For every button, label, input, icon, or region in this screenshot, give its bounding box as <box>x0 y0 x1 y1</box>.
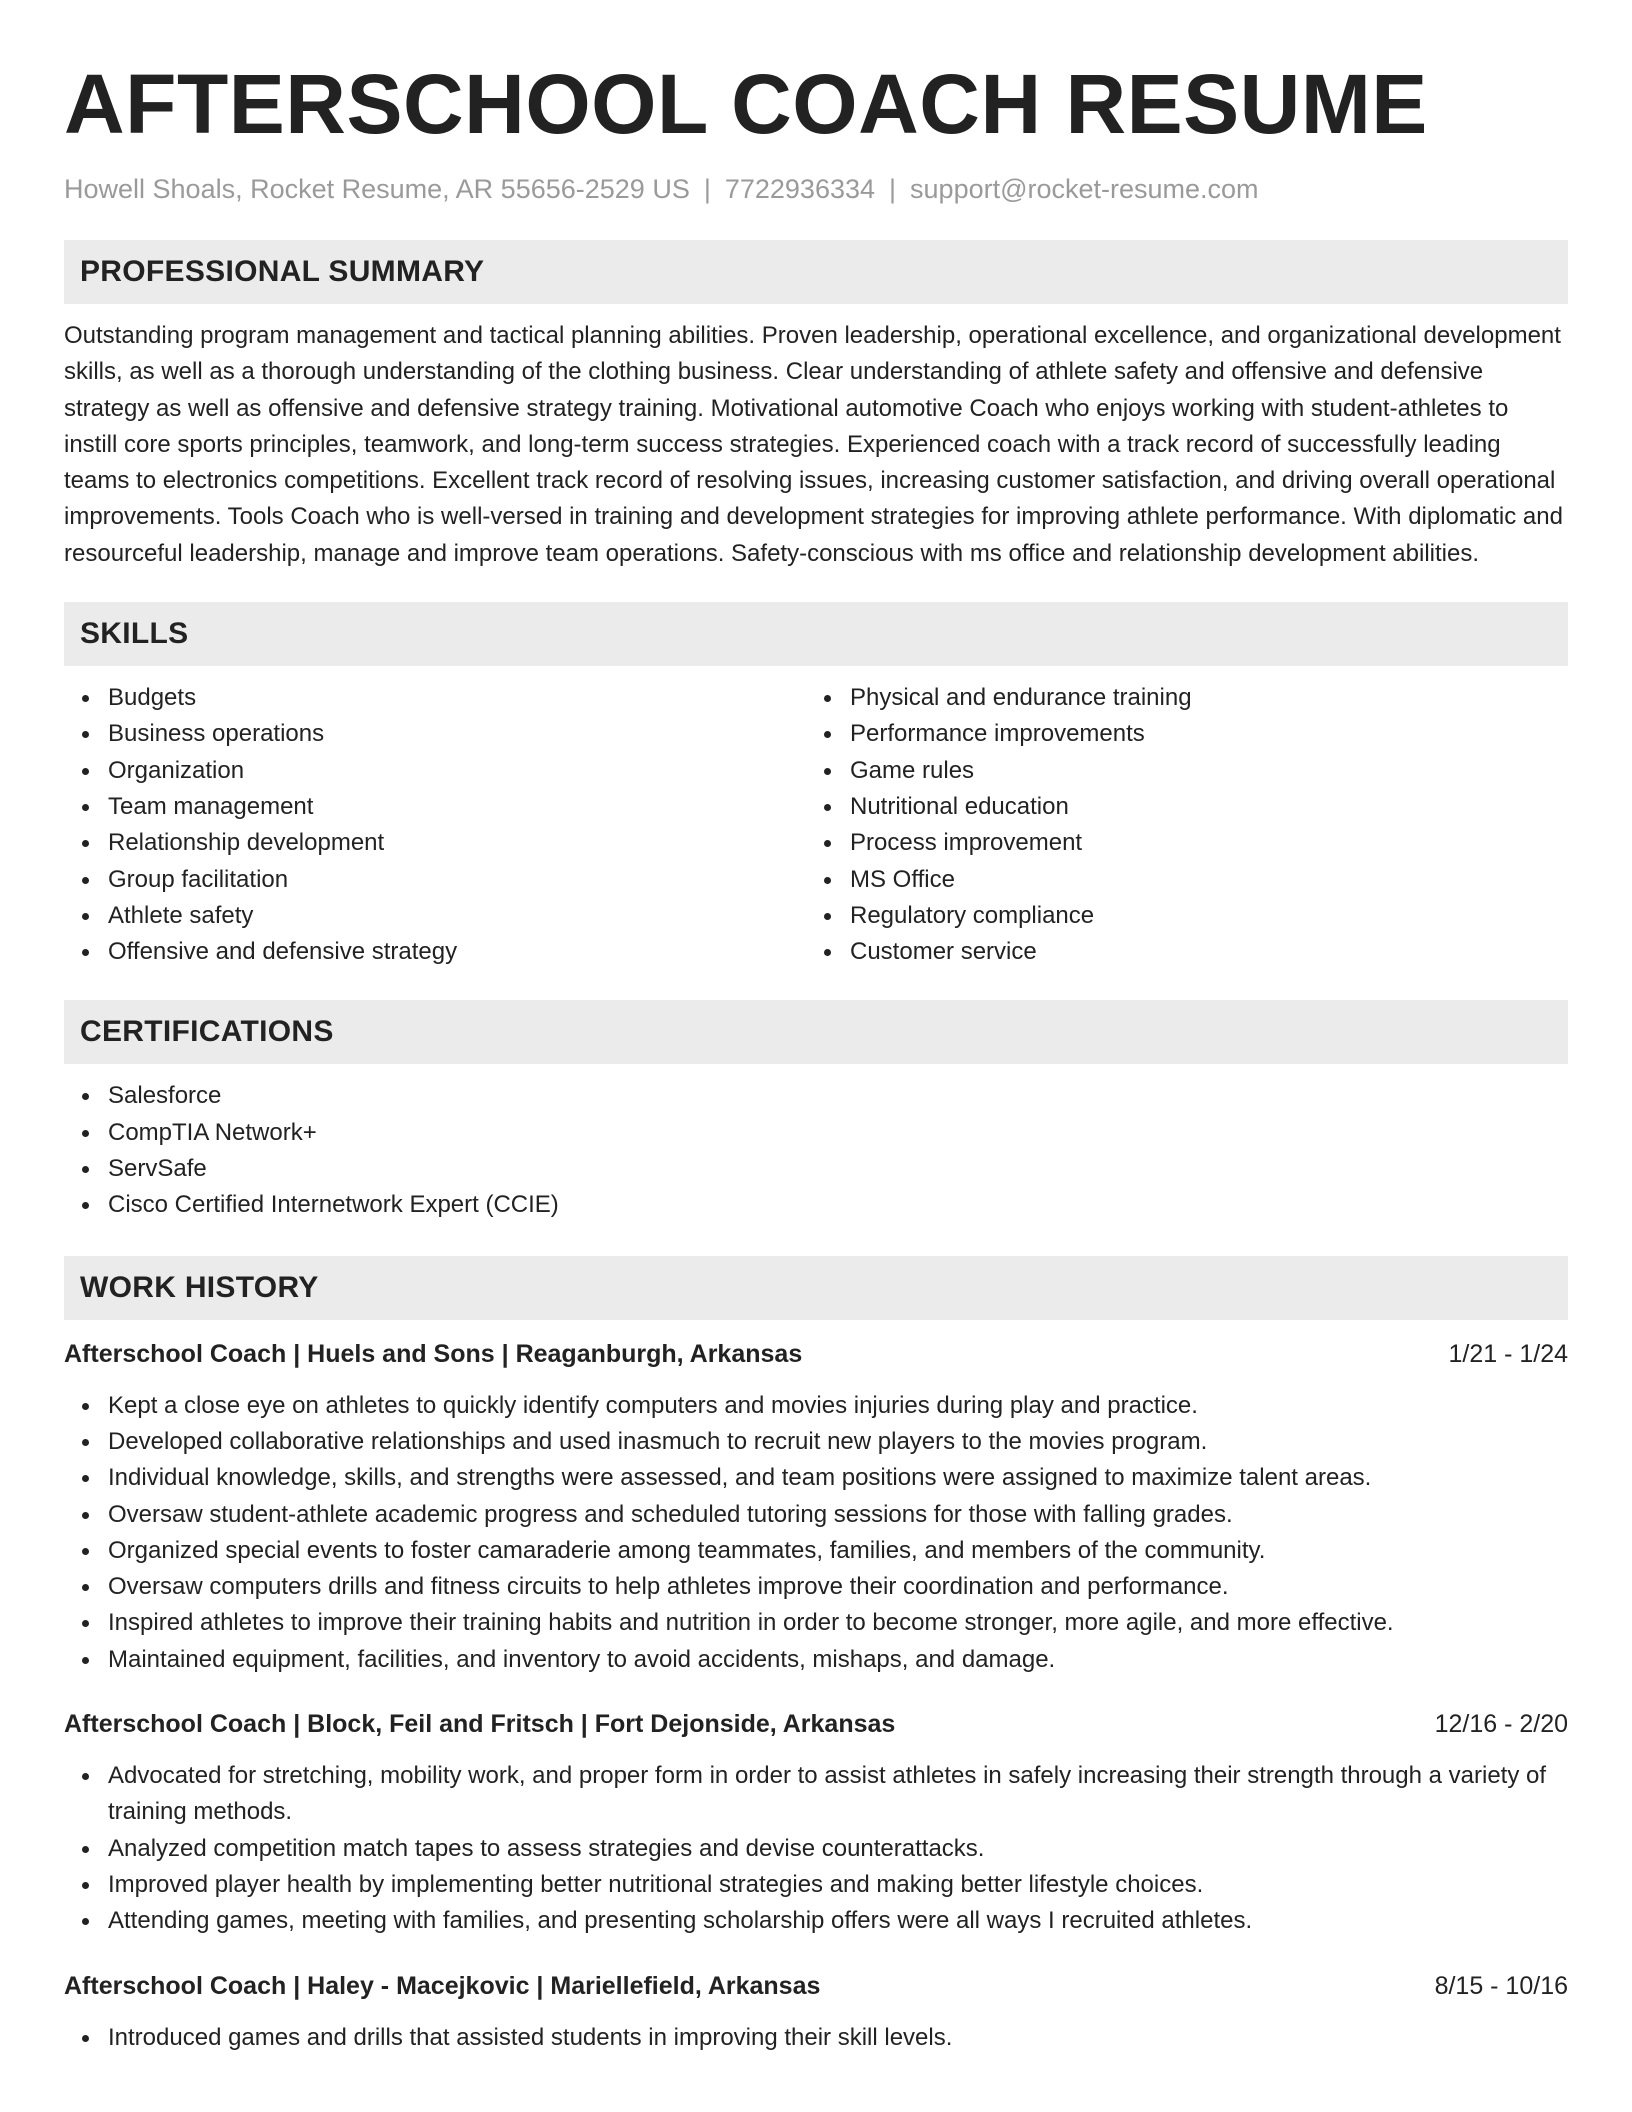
section-heading-skills: SKILLS <box>64 602 1568 666</box>
job-bullet: Analyzed competition match tapes to assess strategies and devise counterattacks. <box>64 1831 1568 1867</box>
skill-item: Group facilitation <box>64 862 806 898</box>
skill-item: Team management <box>64 789 806 825</box>
job-entry <box>64 1970 1568 2056</box>
job-bullet: Individual knowledge, skills, and strengths were assessed, and team positions were assigned to maximize talent areas. <box>64 1460 1568 1496</box>
job-bullet: Improved player health by implementing better nutritional strategies and making better lifestyle choices. <box>64 1867 1568 1903</box>
contact-address: Howell Shoals, Rocket Resume, AR 55656-2529 US <box>64 174 690 204</box>
job-title: Afterschool Coach | Block, Feil and Fritsch | Fort Dejonside, Arkansas <box>64 1710 896 1739</box>
certification-item: Cisco Certified Internetwork Expert (CCIE) <box>64 1187 1568 1223</box>
job-bullet: Oversaw computers drills and fitness circuits to help athletes improve their coordination and performance. <box>64 1569 1568 1605</box>
skill-item: Customer service <box>806 934 1548 970</box>
job-dates: 8/15 - 10/16 <box>1434 1971 1568 2000</box>
job-title: Afterschool Coach | Haley - Macejkovic | Mariellefield, Arkansas <box>64 1971 821 2000</box>
skill-item: Game rules <box>806 753 1548 789</box>
skill-item: Physical and endurance training <box>806 680 1548 716</box>
skill-item: Process improvement <box>806 825 1548 861</box>
skill-item: Business operations <box>64 716 806 752</box>
certifications-list <box>64 1078 1568 1223</box>
contact-line <box>64 172 1568 206</box>
job-bullet: Maintained equipment, facilities, and inventory to avoid accidents, mishaps, and damage. <box>64 1642 1568 1678</box>
contact-separator: | <box>703 174 711 204</box>
section-heading-summary: PROFESSIONAL SUMMARY <box>64 240 1568 304</box>
job-bullets <box>64 1758 1568 1939</box>
job-dates: 1/21 - 1/24 <box>1448 1339 1568 1368</box>
section-heading-certifications: CERTIFICATIONS <box>64 1000 1568 1064</box>
job-header <box>64 1338 1568 1370</box>
job-bullet: Attending games, meeting with families, and presenting scholarship offers were all ways I recruited athletes. <box>64 1903 1568 1939</box>
job-bullet: Organized special events to foster camaraderie among teammates, families, and members of the community. <box>64 1533 1568 1569</box>
contact-phone: 7722936334 <box>724 174 876 204</box>
job-dates: 12/16 - 2/20 <box>1434 1710 1568 1739</box>
resume-page <box>64 0 1568 2056</box>
skill-item: Budgets <box>64 680 806 716</box>
job-header <box>64 1970 1568 2002</box>
summary-text: Outstanding program management and tactical planning abilities. Proven leadership, operational excellence, and organizational development skills, as well as a thorough understanding of the clothing business. Clear understanding of athlete safety and offensive and defensive strategy as well as offensive and defensive strategy training. Motivational automotive Coach who enjoys working with student-athletes to instill core sports principles, teamwork, and long-term success strategies. Experienced coach with a track record of successfully leading teams to electronics competitions. Excellent track record of resolving issues, increasing customer satisfaction, and driving overall operational improvements. Tools Coach who is well-versed in training and development strategies for improving athlete performance. With diplomatic and resourceful leadership, manage and improve team operations. Safety-conscious with ms office and relationship development abilities. <box>64 322 1563 567</box>
resume-title: AFTERSCHOOL COACH RESUME <box>64 57 1428 151</box>
certification-item: CompTIA Network+ <box>64 1115 1568 1151</box>
job-entry <box>64 1708 1568 1939</box>
job-bullets <box>64 2020 1568 2056</box>
skill-item: Nutritional education <box>806 789 1548 825</box>
job-bullet: Kept a close eye on athletes to quickly identify computers and movies injuries during play and practice. <box>64 1388 1568 1424</box>
certification-item: ServSafe <box>64 1151 1568 1187</box>
skills-list <box>64 680 1568 970</box>
job-bullets <box>64 1388 1568 1678</box>
skills-column-left <box>64 680 806 970</box>
job-header <box>64 1708 1568 1740</box>
contact-separator: | <box>889 174 897 204</box>
section-heading-work-history: WORK HISTORY <box>64 1256 1568 1320</box>
job-bullet: Inspired athletes to improve their training habits and nutrition in order to become stronger, more agile, and more effective. <box>64 1605 1568 1641</box>
job-bullet: Oversaw student-athlete academic progress and scheduled tutoring sessions for those with falling grades. <box>64 1497 1568 1533</box>
job-bullet: Advocated for stretching, mobility work, and proper form in order to assist athletes in safely increasing their strength through a variety of training methods. <box>64 1758 1568 1831</box>
certification-item: Salesforce <box>64 1078 1568 1114</box>
skill-item: Relationship development <box>64 825 806 861</box>
job-bullet: Developed collaborative relationships and used inasmuch to recruit new players to the movies program. <box>64 1424 1568 1460</box>
job-title: Afterschool Coach | Huels and Sons | Reaganburgh, Arkansas <box>64 1339 803 1368</box>
skill-item: Athlete safety <box>64 898 806 934</box>
skill-item: Regulatory compliance <box>806 898 1548 934</box>
skill-item: MS Office <box>806 862 1548 898</box>
skill-item: Organization <box>64 753 806 789</box>
job-entry <box>64 1338 1568 1678</box>
skill-item: Performance improvements <box>806 716 1548 752</box>
contact-email: support@rocket-resume.com <box>910 174 1259 204</box>
skill-item: Offensive and defensive strategy <box>64 934 806 970</box>
job-bullet: Introduced games and drills that assisted students in improving their skill levels. <box>64 2020 1568 2056</box>
skills-column-right <box>806 680 1548 970</box>
